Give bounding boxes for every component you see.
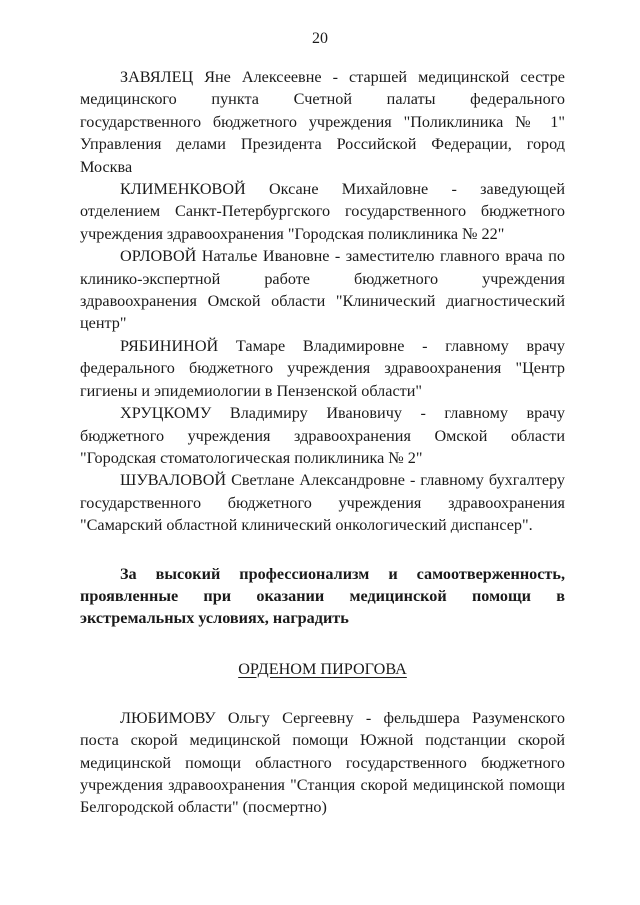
order-title: ОРДЕНОМ ПИРОГОВА bbox=[238, 659, 407, 678]
awardee-entry: ОРЛОВОЙ Наталье Ивановне - заместителю главного врача по клинико-экспертной работе бюджетного учреждения здравоохранения Омской области "Клинический диагностический центр" bbox=[80, 247, 565, 333]
page-number: 20 bbox=[312, 30, 328, 47]
awardee-entry: РЯБИНИНОЙ Тамаре Владимировне - главному врачу федерального бюджетного учреждения здравоохранения "Центр гигиены и эпидемиологии в Пензенской области" bbox=[80, 336, 565, 400]
awardee-list-2 bbox=[80, 707, 565, 819]
awardee-entry: ХРУЦКОМУ Владимиру Ивановичу - главному врачу бюджетного учреждения здравоохранения Омской области "Городская стоматологическая поликлиника № 2" bbox=[80, 404, 565, 467]
awardee-entry: КЛИМЕНКОВОЙ Оксане Михайловне - заведующей отделением Санкт-Петербургского государственного бюджетного учреждения здравоохранения "Городская поликлиника № 22" bbox=[80, 180, 565, 243]
awardee-entry: ШУВАЛОВОЙ Светлане Александровне - главному бухгалтеру государственного бюджетного учреждения здравоохранения "Самарский областной клинический онкологический диспансер". bbox=[80, 471, 565, 535]
document-body bbox=[80, 66, 565, 819]
awardee-entry: ЛЮБИМОВУ Ольгу Сергеевну - фельдшера Разуменского поста скорой медицинской помощи Южной подстанции скорой медицинской помощи областного государственного бюджетного учреждения здравоохранения "Станция скорой медицинской помощи Белгородской области" (посмертно) bbox=[80, 708, 565, 817]
award-statement: За высокий профессионализм и самоотверженность, проявленные при оказании медицинской помощи в экстремальных условиях, наградить bbox=[80, 564, 565, 628]
awardee-entry: ЗАВЯЛЕЦ Яне Алексеевне - старшей медицинской сестре медицинского пункта Счетной палаты федерального государственного бюджетного учреждения "Поликлиника № 1" Управления делами Президента Российской Федерации, город Москва bbox=[80, 68, 565, 176]
